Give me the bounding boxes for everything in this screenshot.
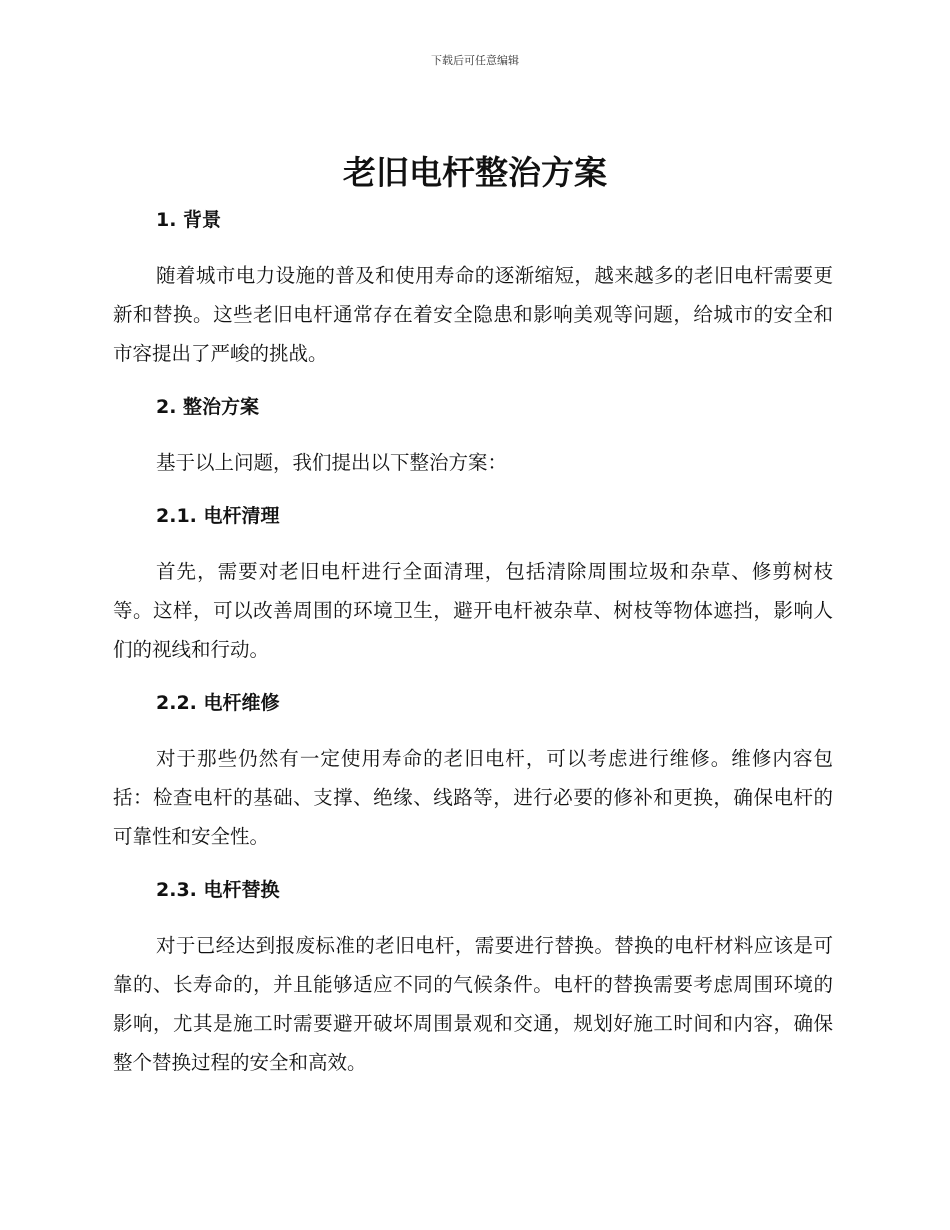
section-heading-background: 1. 背景	[156, 209, 222, 231]
section-heading-replacement: 2.3. 电杆替换	[156, 879, 280, 901]
section-heading-repair: 2.2. 电杆维修	[156, 692, 280, 714]
section-paragraph-repair: 对于那些仍然有一定使用寿命的老旧电杆，可以考虑进行维修。维修内容包括：检查电杆的基础、支撑、绝缘、线路等，进行必要的修补和更换，确保电杆的可靠性和安全性。	[113, 747, 833, 848]
section-heading-plan: 2. 整治方案	[156, 396, 260, 418]
section-heading-cleaning: 2.1. 电杆清理	[156, 505, 280, 527]
document-body	[113, 202, 833, 1082]
section-paragraph-plan: 基于以上问题，我们提出以下整治方案：	[156, 451, 508, 474]
section-paragraph-background: 随着城市电力设施的普及和使用寿命的逐渐缩短，越来越多的老旧电杆需要更新和替换。这些老旧电杆通常存在着安全隐患和影响美观等问题，给城市的安全和市容提出了严峻的挑战。	[113, 264, 833, 365]
document-title: 老旧电杆整治方案	[343, 153, 607, 192]
section-paragraph-cleaning: 首先，需要对老旧电杆进行全面清理，包括清除周围垃圾和杂草、修剪树枝等。这样，可以改善周围的环境卫生，避开电杆被杂草、树枝等物体遮挡，影响人们的视线和行动。	[113, 560, 833, 661]
header-note: 下载后可任意编辑	[431, 54, 519, 67]
section-paragraph-replacement: 对于已经达到报废标准的老旧电杆，需要进行替换。替换的电杆材料应该是可靠的、长寿命的，并且能够适应不同的气候条件。电杆的替换需要考虑周围环境的影响，尤其是施工时需要避开破坏周围景观和交通，规划好施工时间和内容，确保整个替换过程的安全和高效。	[113, 934, 833, 1074]
